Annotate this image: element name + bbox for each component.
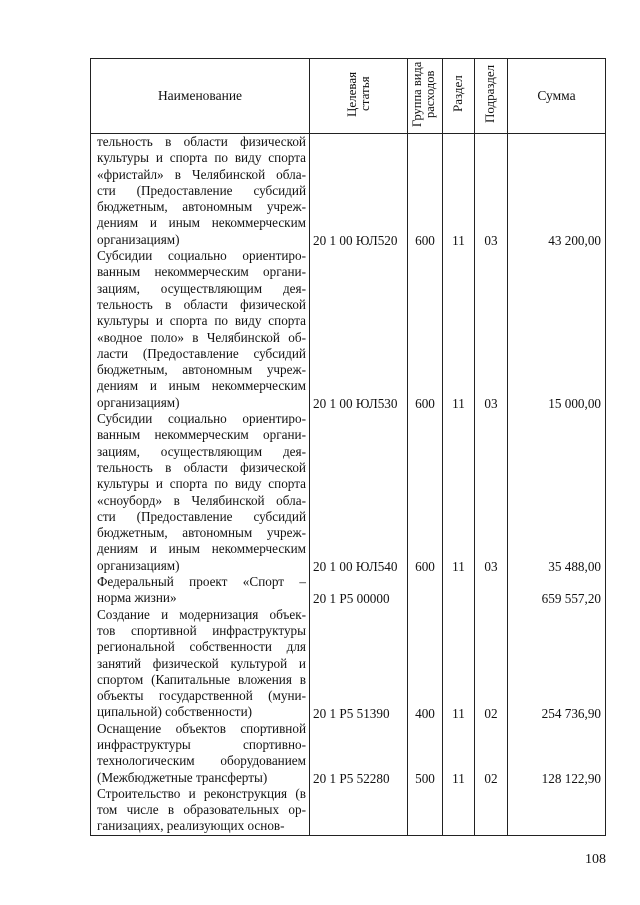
- row-name: [91, 721, 309, 786]
- row-name-line: тельность в области физической: [97, 134, 306, 149]
- row-sum: 43 200,00: [548, 232, 601, 248]
- row-name-line: Федеральный проект «Спорт –: [97, 574, 306, 590]
- row-target: 20 1 00 ЮЛ530: [313, 395, 398, 411]
- row-name-line: Субсидии социально ориентиро-: [97, 411, 306, 427]
- row-section: 11: [452, 395, 465, 411]
- name-column: [91, 134, 310, 836]
- row-group: 600: [415, 395, 435, 411]
- row-name-line: культуры и спорта по виду спорта: [97, 476, 306, 492]
- row-target: 20 1 P5 51390: [313, 705, 390, 721]
- header-section: [443, 59, 475, 134]
- row-subsection: 03: [484, 395, 498, 411]
- row-target: 20 1 00 ЮЛ520: [313, 232, 398, 248]
- budget-table: [90, 58, 606, 836]
- row-name-line: Субсидии социально ориентиро-: [97, 248, 306, 264]
- row-name-line: тельность в области физической: [97, 296, 306, 312]
- row-name: [91, 574, 309, 607]
- row-name: [91, 607, 309, 721]
- row-sum: 254 736,90: [541, 705, 601, 721]
- row-target: 20 1 P5 52280: [313, 770, 390, 786]
- header-name: [91, 59, 310, 134]
- row-name-line: спортом (Капитальные вложения в: [97, 671, 306, 687]
- row-name-line: инфраструктуры спортивно-: [97, 736, 306, 752]
- row-name-line: «сноуборд» в Челябинской обла-: [97, 492, 306, 508]
- header-row: [91, 59, 606, 134]
- row-name-line: ганизациях, реализующих основ-: [97, 818, 285, 834]
- row-name-line: ципальной) собственности): [97, 704, 253, 720]
- header-subsection-text: Подраздел: [482, 64, 497, 124]
- row-subsection: 03: [484, 232, 498, 248]
- row-name-line: зациям, осуществляющим дея-: [97, 443, 306, 459]
- page-number: 108: [585, 852, 606, 867]
- row-name-line: зациям, осуществляющим дея-: [97, 280, 306, 296]
- row-name: [91, 248, 309, 411]
- header-group: [408, 59, 443, 134]
- header-target-text: Целевая статья: [343, 71, 372, 117]
- row-sum: 15 000,00: [548, 395, 601, 411]
- row-section: 11: [452, 705, 465, 721]
- row-subsection: 02: [484, 705, 498, 721]
- subsection-column: [475, 134, 508, 836]
- row-target: 20 1 P5 00000: [313, 591, 390, 607]
- row-name-line: тельность в области физической: [97, 459, 306, 475]
- row-name-line: Создание и модернизация объек-: [97, 606, 306, 622]
- row-group: 600: [415, 232, 435, 248]
- sum-column: [508, 134, 606, 836]
- row-group: 500: [415, 770, 435, 786]
- row-name-line: ванным некоммерческим органи-: [97, 427, 306, 443]
- table-body: [91, 134, 606, 836]
- header-group-text: Группа вида расходов: [410, 61, 437, 127]
- section-column: [443, 134, 475, 836]
- row-name-line: дениям и иным некоммерческим: [97, 215, 306, 231]
- row-section: 11: [452, 558, 465, 574]
- row-section: 11: [452, 232, 465, 248]
- row-subsection: 02: [484, 770, 498, 786]
- header-name-text: Наименование: [157, 88, 243, 103]
- header-target: [310, 59, 408, 134]
- row-group: 400: [415, 705, 435, 721]
- row-name-line: Строительство и реконструкция (в: [97, 785, 306, 801]
- row-name-line: сти (Предоставление субсидий: [97, 182, 306, 198]
- row-sum: 659 557,20: [541, 591, 601, 607]
- row-name-line: организациям): [97, 394, 180, 410]
- row-name-line: тов спортивной инфраструктуры: [97, 622, 306, 638]
- row-name-line: бюджетным, автономным учреж-: [97, 525, 306, 541]
- group-column: [408, 134, 443, 836]
- row-group: 600: [415, 558, 435, 574]
- row-name-line: бюджетным, автономным учреж-: [97, 362, 306, 378]
- row-name-line: бюджетным, автономным учреж-: [97, 199, 306, 215]
- row-target: 20 1 00 ЮЛ540: [313, 558, 398, 574]
- row-name-line: технологическим оборудованием: [97, 753, 306, 769]
- header-section-text: Раздел: [449, 75, 465, 113]
- row-name-line: дениям и иным некоммерческим: [97, 541, 306, 557]
- row-name-line: норма жизни»: [97, 590, 177, 606]
- row-name-line: Оснащение объектов спортивной: [97, 720, 306, 736]
- row-name-line: (Межбюджетные трансферты): [97, 769, 268, 785]
- target-column: [310, 134, 408, 836]
- row-name-line: организациям): [97, 231, 180, 247]
- row-name: [91, 786, 309, 835]
- name-list: [91, 134, 309, 835]
- row-name-line: объекты государственной (муни-: [97, 688, 306, 704]
- row-name: [91, 411, 309, 574]
- row-name-line: ласти (Предоставление субсидий: [97, 345, 306, 361]
- header-sum-text: Сумма: [537, 88, 576, 103]
- row-section: 11: [452, 770, 465, 786]
- row-name-line: сти (Предоставление субсидий: [97, 508, 306, 524]
- header-subsection: [475, 59, 508, 134]
- row-name-line: занятий физической культурой и: [97, 655, 306, 671]
- row-sum: 128 122,90: [541, 770, 601, 786]
- row-name-line: том числе в образовательных ор-: [97, 802, 306, 818]
- row-name-line: культуры и спорта по виду спорта: [97, 313, 306, 329]
- row-name-line: «фристайл» в Челябинской обла-: [97, 166, 306, 182]
- row-name: [91, 134, 309, 248]
- row-sum: 35 488,00: [548, 558, 601, 574]
- row-name-line: культуры и спорта по виду спорта: [97, 150, 306, 166]
- row-name-line: ванным некоммерческим органи-: [97, 264, 306, 280]
- row-name-line: «водное поло» в Челябинской об-: [97, 329, 306, 345]
- header-sum: [508, 59, 606, 134]
- row-name-line: дениям и иным некоммерческим: [97, 378, 306, 394]
- row-subsection: 03: [484, 558, 498, 574]
- row-name-line: организациям): [97, 557, 180, 573]
- row-name-line: региональной собственности для: [97, 639, 306, 655]
